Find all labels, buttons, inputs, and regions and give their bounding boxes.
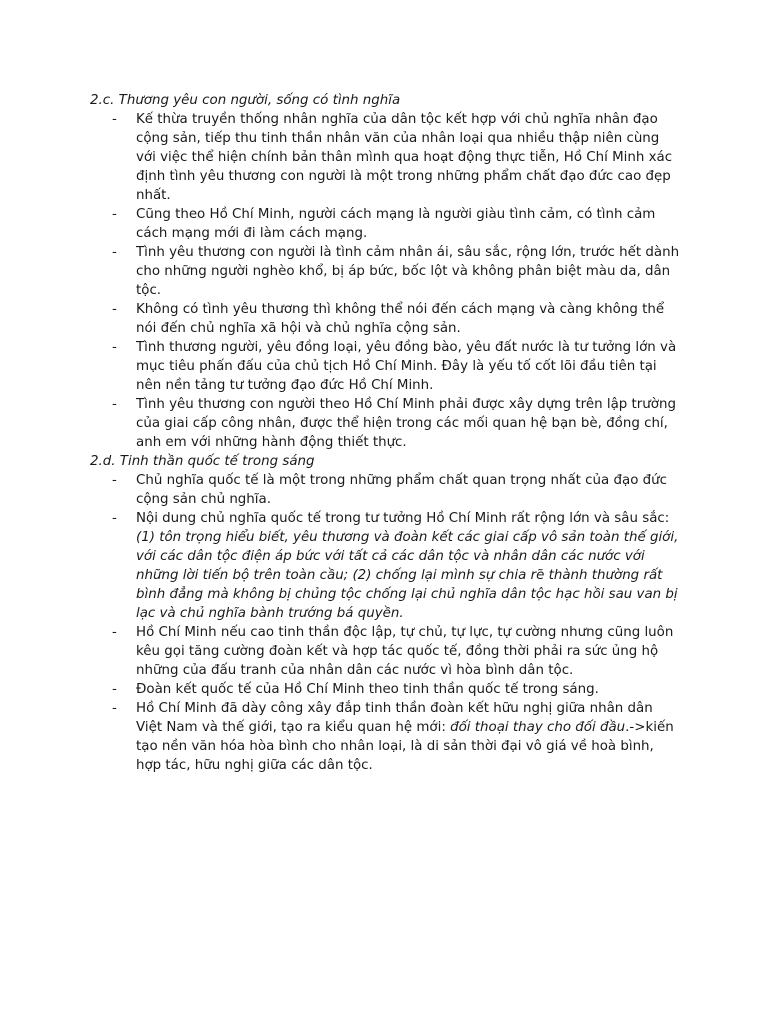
list-item-text: Chủ nghĩa quốc tế là một trong những phẩm chất quan trọng nhất của đạo đức cộng sản chủ nghĩa. — [136, 473, 667, 507]
bullet-dash: - — [112, 207, 117, 222]
list-item — [90, 471, 682, 509]
bullet-dash: - — [112, 625, 117, 640]
list-item — [90, 395, 682, 452]
list-item — [90, 623, 682, 680]
list-item-text-italic: đối thoại thay cho đối đầu — [450, 720, 626, 735]
bullet-dash: - — [112, 340, 117, 355]
list-item-text: .->kiến tạo nền văn hóa hòa bình cho nhân loại, là di sản thời đại vô giá về hoà bình, hợp tác, hữu nghị giữa các dân tộc. — [136, 720, 674, 773]
list-item-text: Nội dung chủ nghĩa quốc tế trong tư tưởng Hồ Chí Minh rất rộng lớn và sâu sắc: — [136, 511, 670, 526]
bullet-dash: - — [112, 245, 117, 260]
list-item — [90, 110, 682, 205]
bullet-dash: - — [112, 473, 117, 488]
section-heading-2d: 2.d. Tinh thần quốc tế trong sáng — [90, 454, 315, 469]
list-item — [90, 509, 682, 623]
document-body — [90, 91, 682, 775]
list-item-text: Hồ Chí Minh nếu cao tinh thần độc lập, tự chủ, tự lực, tự cường nhưng cũng luôn kêu gọi tăng cường đoàn kết và hợp tác quốc tế, đồng thời phải ra sức ủng hộ những của đấu tranh của nhân dân các nước vì hòa bình dân tộc. — [136, 625, 674, 678]
bullet-dash: - — [112, 397, 117, 412]
bullet-dash: - — [112, 302, 117, 317]
list-item — [90, 243, 682, 300]
list-item — [90, 680, 682, 699]
list-item-text: Kế thừa truyền thống nhân nghĩa của dân tộc kết hợp với chủ nghĩa nhân đạo cộng sản, tiếp thu tinh thần nhân văn của nhân loại qua nhiều thập niên cùng với việc thể hiện chính bản thân mình qua hoạt động thực tiễn, Hồ Chí Minh xác định tình yêu thương con người là một trong những phẩm chất đạo đức cao đẹp nhất. — [136, 112, 673, 203]
list-item — [90, 300, 682, 338]
list-item — [90, 338, 682, 395]
list-item-text: Cũng theo Hồ Chí Minh, người cách mạng là người giàu tình cảm, có tình cảm cách mạng mới đi làm cách mạng. — [136, 207, 656, 241]
list-item-text: Tình thương người, yêu đồng loại, yêu đồng bào, yêu đất nước là tư tưởng lớn và mục tiêu phấn đấu của chủ tịch Hồ Chí Minh. Đây là yếu tố cốt lõi đầu tiên tại nên nền tảng tư tưởng đạo đức Hồ Chí Minh. — [136, 340, 677, 393]
list-item-text: Tình yêu thương con người là tình cảm nhân ái, sâu sắc, rộng lớn, trước hết dành cho những người nghèo khổ, bị áp bức, bốc lột và không phân biệt màu da, dân tộc. — [136, 245, 680, 298]
bullet-list-2d — [90, 471, 682, 775]
list-item — [90, 205, 682, 243]
list-item-text: Đoàn kết quốc tế của Hồ Chí Minh theo tinh thần quốc tế trong sáng. — [136, 682, 599, 697]
list-item — [90, 699, 682, 775]
bullet-dash: - — [112, 112, 117, 127]
bullet-dash: - — [112, 682, 117, 697]
bullet-dash: - — [112, 511, 117, 526]
list-item-text: Không có tình yêu thương thì không thể nói đến cách mạng và càng không thể nói đến chủ nghĩa xã hội và chủ nghĩa cộng sản. — [136, 302, 665, 336]
list-item-text-italic: (1) tôn trọng hiểu biết, yêu thương và đoàn kết các giai cấp vô sản toàn thế giới, với các dân tộc điện áp bức với tất cả các dân tộc và nhân dân các nước với những lời tiến bộ trên toàn cầu; (2) chống lại mình sự chia rẽ thành thường rất bình đẳng mà không bị chủng tộc chống lại chủ nghĩa dân tộc hạc hồi sau van bị lạc và chủ nghĩa bành trướng bá quyền. — [136, 530, 679, 621]
list-item-text: Hồ Chí Minh đã dày công xây đắp tinh thần đoàn kết hữu nghị giữa nhân dân Việt Nam và thế giới, tạo ra kiểu quan hệ mới: — [136, 701, 653, 735]
bullet-dash: - — [112, 701, 117, 716]
section-heading-2c: 2.c. Thương yêu con người, sống có tình nghĩa — [90, 93, 401, 108]
bullet-list-2c — [90, 110, 682, 452]
list-item-text: Tình yêu thương con người theo Hồ Chí Minh phải được xây dựng trên lập trường của giai cấp công nhân, được thể hiện trong các mối quan hệ bạn bè, đồng chí, anh em với những hành động thiết thực. — [136, 397, 676, 450]
